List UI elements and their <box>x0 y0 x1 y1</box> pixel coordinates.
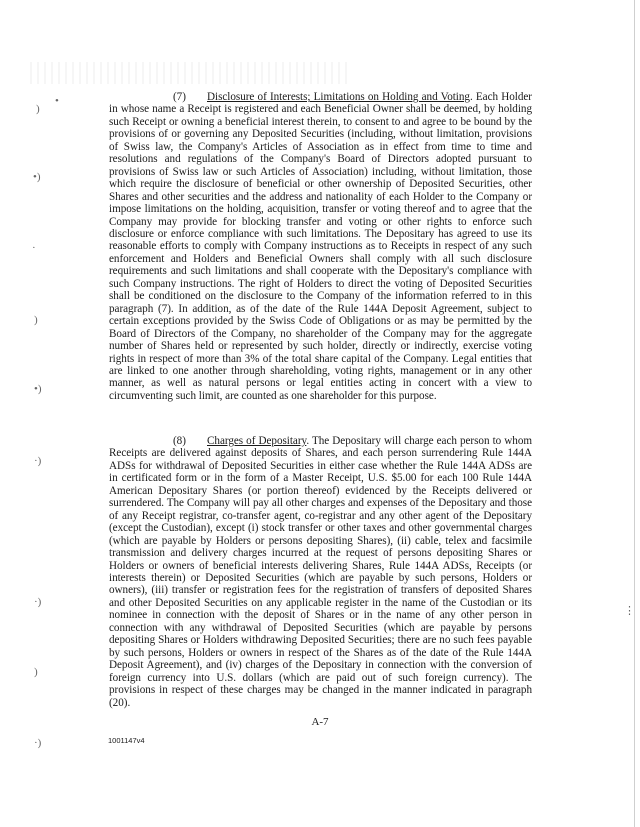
paragraph-7 <box>109 91 532 402</box>
paragraph-8 <box>109 435 532 709</box>
document-id: 1001147v4 <box>108 736 145 745</box>
margin-mark: ·) <box>34 455 42 467</box>
margin-mark: ·) <box>34 737 42 749</box>
margin-mark: ) <box>34 314 38 326</box>
margin-mark: •) <box>33 171 41 183</box>
paragraph-8-heading: Charges of Depositary <box>207 435 307 447</box>
margin-mark: ) <box>36 103 40 115</box>
page-edge-line <box>634 0 635 827</box>
margin-mark: • <box>55 95 59 107</box>
margin-mark: ⋮ <box>624 605 635 617</box>
paragraph-7-number: (7) <box>173 91 186 103</box>
margin-mark: ·) <box>34 596 42 608</box>
page-number: A-7 <box>311 716 329 728</box>
paragraph-8-number: (8) <box>173 435 186 447</box>
margin-mark: ) <box>34 666 38 678</box>
paragraph-7-text: . Each Holder in whose name a Receipt is registered and each Beneficial Owner shall be deemed, by holding such Receipt or owning a beneficial interest therein, to consent to and agree to be bound by the provisions of or governing any Deposited Securities (including, without limitation, provisions of Swiss law, the Company's Articles of Association as in effect from time to time and resolutions and regulations of the Company's Board of Directors adopted pursuant to provisions of Swiss law or such Articles of Association) including, without limitation, those which require the disclosure of beneficial or other ownership of Deposited Securities, other Shares and other securities and the address and nationality of each Holder to the Company or impose limitations on the holding, acquisition, transfer or voting thereof and to agree that the Company may provide for blocking transfer and voting or other rights to enforce such disclosure or enforce compliance with such limitations. The Depositary has agreed to use its reasonable efforts to comply with Company instructions as to Receipts in respect of any such enforcement and Holders and Beneficial Owners shall comply with all such disclosure requirements and such limitations and shall cooperate with the Depositary's compliance with such Company instructions. The right of Holders to direct the voting of Deposited Securities shall be conditioned on the disclosure to the Company of the information referred to in this paragraph (7). In addition, as of the date of the Rule 144A Deposit Agreement, subject to certain exceptions provided by the Swiss Code of Obligations or as may be permitted by the Board of Directors of the Company, no shareholder of the Company may for the aggregate number of Shares held or represented by such holder, directly or indirectly, exercise voting rights in respect of more than 3% of the total share capital of the Company. Legal entities that are linked to one another through shareholding, voting rights, management or in any other manner, as well as natural persons or legal entities acting in concert with a view to circumventing such limit, are counted as one shareholder for this purpose. <box>109 91 532 402</box>
paragraph-8-text: . The Depositary will charge each person to whom Receipts are delivered against deposits of Shares, and each person surrendering Rule 144A ADSs for withdrawal of Deposited Securities in either case whether the Rule 144A ADSs are in certificated form or in the form of a Master Receipt, U.S. $5.00 for each 100 Rule 144A American Depositary Shares (or portion thereof) evidenced by the Receipts delivered or surrendered. The Company will pay all other charges and expenses of the Depositary and those of any Receipt registrar, co-transfer agent, co-registrar and any other agent of the Depositary (except the Custodian), except (i) stock transfer or other taxes and other governmental charges (which are payable by Holders or persons depositing Shares), (ii) cable, telex and facsimile transmission and delivery charges incurred at the request of persons depositing Shares or Holders or owners of beneficial interests delivering Shares, Rule 144A ADSs, Receipts (or interests therein) or Deposited Securities (which are payable by such persons, Holders or owners), (iii) transfer or registration fees for the registration of transfers of deposited Shares and other Deposited Securities on any applicable register in the name of the Custodian or its nominee in connection with the deposit of Shares or in the name of any other person in connection with any withdrawal of Deposited Securities (which are payable by persons depositing Shares or Holders withdrawing Deposited Securities; there are no such fees payable by such persons, Holders or owners in respect of the Shares as of the date of the Rule 144A Deposit Agreement), and (iv) charges of the Depositary in connection with the conversion of foreign currency into U.S. dollars (which are paid out of such foreign currency). The provisions in respect of these charges may be changed in the manner indicated in paragraph (20). <box>109 435 532 709</box>
margin-mark: · <box>32 242 36 254</box>
scan-artifact <box>30 62 350 84</box>
paragraph-7-heading: Disclosure of Interests; Limitations on Holding and Voting <box>207 91 470 103</box>
margin-mark: •) <box>34 383 42 395</box>
